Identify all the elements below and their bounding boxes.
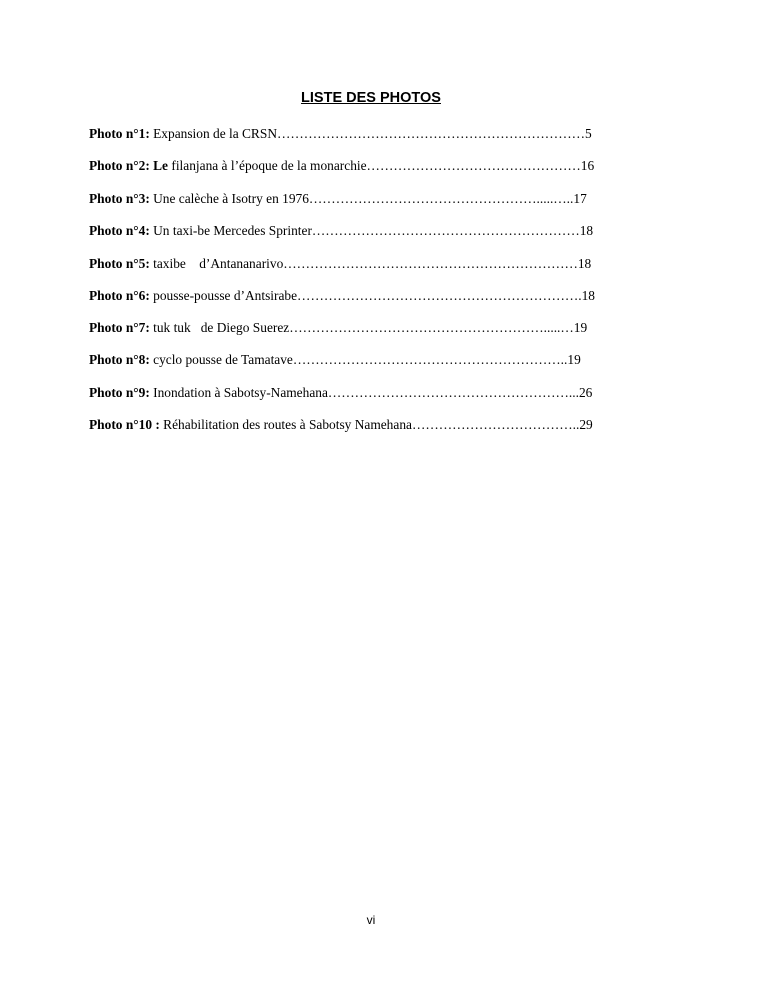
photo-label: Photo n°7: [89, 320, 150, 335]
photo-label: Photo n°1: [89, 126, 150, 141]
photo-label: Photo n°5: [89, 256, 150, 271]
photo-list-entry [89, 190, 587, 208]
photo-label: Photo n°4: [89, 223, 150, 238]
photo-list-entry [89, 287, 595, 305]
page-number: vi [366, 913, 376, 927]
photo-label: Photo n°2: Le [89, 158, 169, 173]
page-title: LISTE DES PHOTOS [301, 90, 441, 106]
photo-caption: Une calèche à Isotry en 1976…………………………………………….....…..17 [149, 191, 587, 206]
photo-list-entry [89, 416, 593, 434]
photo-list-entry [89, 125, 592, 143]
photo-caption: filanjana à l’époque de la monarchie…………………………………………16 [168, 158, 595, 173]
photo-caption: Inondation à Sabotsy-Namehana………………………………………………...26 [149, 385, 593, 400]
photo-caption: Expansion de la CRSN……………………………………………………………5 [149, 126, 592, 141]
photo-list-entry [89, 157, 594, 175]
photo-list-entry [89, 222, 593, 240]
photo-caption: tuk tuk de Diego Suerez………………………………………………….....…19 [149, 320, 588, 335]
photo-label: Photo n°9: [89, 385, 150, 400]
photo-label: Photo n°10 : [89, 417, 160, 432]
photo-label: Photo n°6: [89, 288, 150, 303]
photo-caption: cyclo pousse de Tamatave……………………………………………………..19 [149, 352, 581, 367]
photo-list-entry [89, 351, 581, 369]
photo-label: Photo n°8: [89, 352, 150, 367]
photo-caption: Réhabilitation des routes à Sabotsy Namehana………………………………..29 [159, 417, 593, 432]
photo-caption: taxibe d’Antananarivo…………………………………………………………18 [149, 256, 592, 271]
photo-list-entry [89, 319, 587, 337]
photo-caption: pousse-pousse d’Antsirabe……………………………………………………….18 [149, 288, 595, 303]
photo-caption: Un taxi-be Mercedes Sprinter……………………………………………………18 [149, 223, 594, 238]
photo-label: Photo n°3: [89, 191, 150, 206]
photo-list-entry [89, 384, 592, 402]
photo-list-entry [89, 255, 591, 273]
